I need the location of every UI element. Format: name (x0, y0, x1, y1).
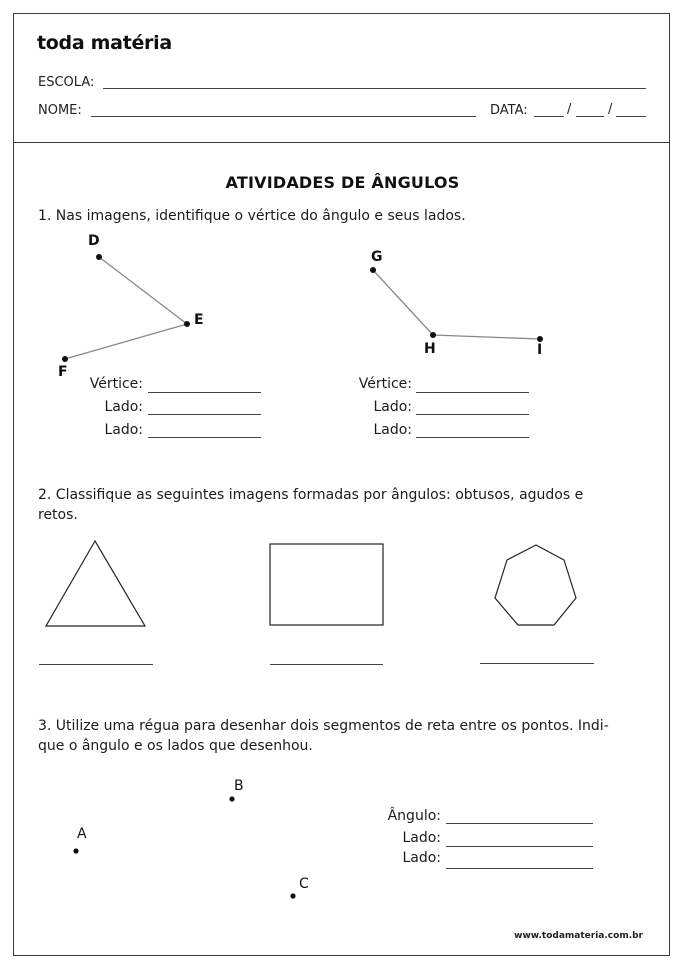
side-label: Lado: (373, 399, 412, 415)
question-2-text-line1: 2. Classifique as seguintes imagens formadas por ângulos: obtusos, agudos e (38, 487, 584, 503)
angle-label: Ângulo: (387, 808, 441, 824)
side-answer-field[interactable] (446, 846, 593, 847)
vertex-label: Vértice: (89, 376, 143, 392)
point-c (290, 893, 295, 898)
side-answer-field[interactable] (416, 437, 529, 438)
point-i-label: I (537, 342, 543, 358)
point-a (73, 848, 78, 853)
side-label: Lado: (104, 422, 143, 438)
school-label: ESCOLA: (38, 75, 95, 90)
angle-ghi-figure (370, 267, 543, 342)
side-answer-field[interactable] (416, 414, 529, 415)
side-answer-field[interactable] (148, 437, 261, 438)
side-label: Lado: (373, 422, 412, 438)
vertex-answer-field[interactable] (416, 392, 529, 393)
rectangle-icon (270, 544, 383, 625)
question-2-text-line2: retos. (38, 507, 78, 523)
angle-answer-field[interactable] (446, 823, 593, 824)
point-d (96, 254, 102, 260)
point-b (229, 796, 234, 801)
point-a-label: A (77, 826, 87, 842)
side-label: Lado: (402, 830, 441, 846)
triangle-icon (46, 541, 145, 626)
question-3-text-line1: 3. Utilize uma régua para desenhar dois segmentos de reta entre os pontos. Indi- (38, 718, 609, 734)
vertex-answer-field[interactable] (148, 392, 261, 393)
footer-url: www.todamateria.com.br (514, 931, 643, 941)
point-e-label: E (194, 312, 204, 328)
side-label: Lado: (104, 399, 143, 415)
logo: toda matéria (37, 32, 172, 54)
heptagon-answer-field[interactable] (480, 663, 594, 664)
side-answer-field[interactable] (148, 414, 261, 415)
heptagon-icon (495, 545, 576, 625)
point-g (370, 267, 376, 273)
side-label: Lado: (402, 850, 441, 866)
date-separator: / (567, 102, 572, 117)
point-d-label: D (88, 233, 100, 249)
point-g-label: G (371, 249, 383, 265)
triangle-answer-field[interactable] (39, 664, 153, 665)
rectangle-answer-field[interactable] (270, 664, 383, 665)
point-f-label: F (58, 364, 68, 380)
point-h-label: H (424, 341, 436, 357)
point-c-label: C (299, 876, 309, 892)
point-f (62, 356, 68, 362)
date-separator: / (608, 102, 613, 117)
date-label: DATA: (490, 103, 528, 118)
side-answer-field[interactable] (446, 868, 593, 869)
question-1-text: 1. Nas imagens, identifique o vértice do ângulo e seus lados. (38, 208, 466, 224)
page-title: ATIVIDADES DE ÂNGULOS (225, 173, 460, 192)
angle-def-figure (62, 254, 190, 362)
question-3-text-line2: que o ângulo e os lados que desenhou. (38, 738, 313, 754)
name-label: NOME: (38, 103, 82, 118)
point-b-label: B (234, 778, 244, 794)
point-e (184, 321, 190, 327)
point-h (430, 332, 436, 338)
vertex-label: Vértice: (358, 376, 412, 392)
